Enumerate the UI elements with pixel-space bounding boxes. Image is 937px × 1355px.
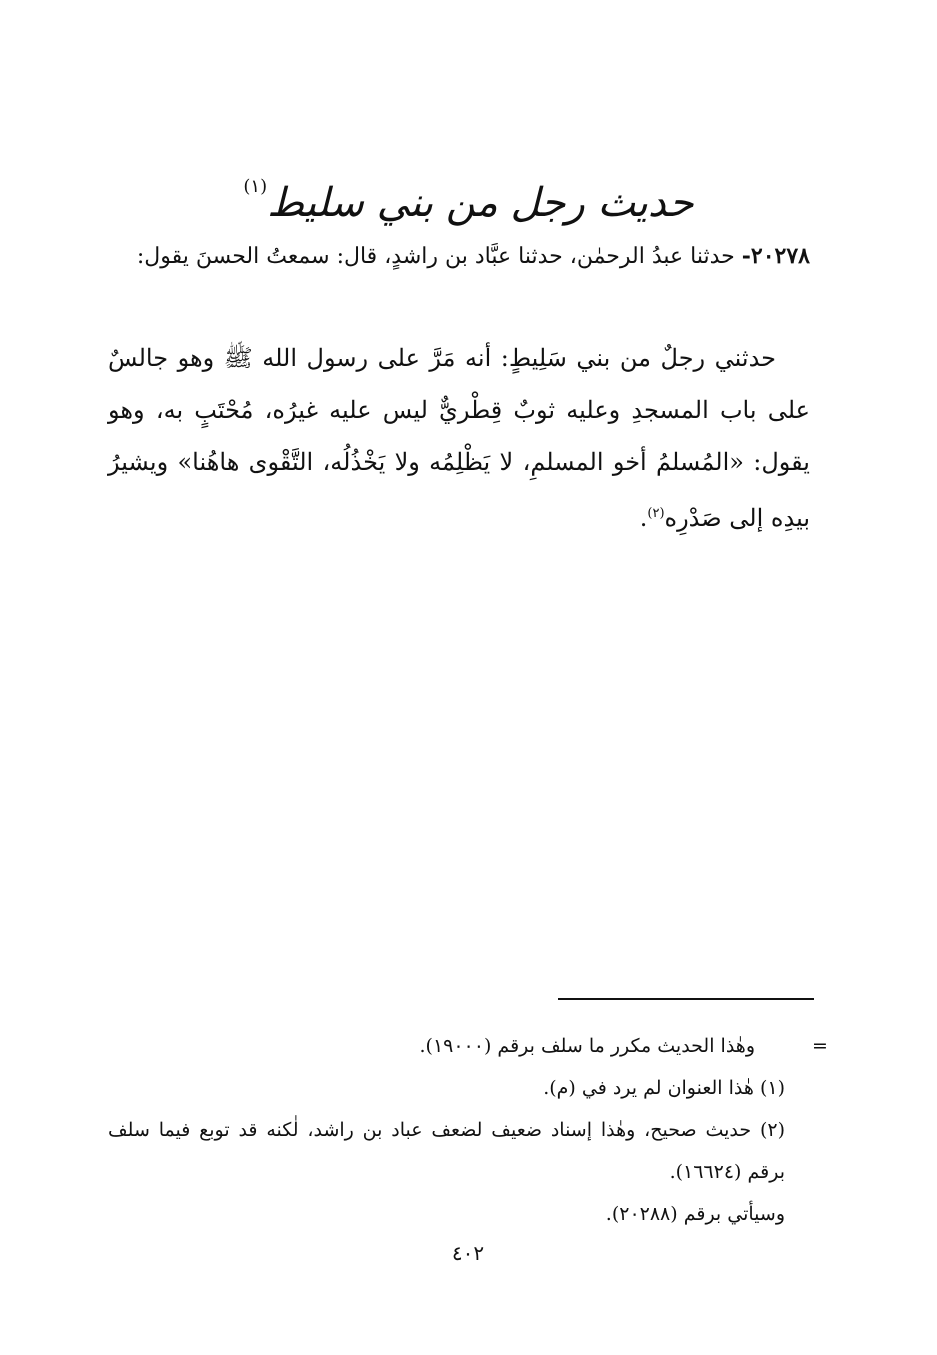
body-footnote-marker: (٢) — [647, 506, 665, 521]
body-end-mark: . — [639, 504, 648, 532]
footnote-continuation — [108, 1025, 830, 1067]
footnote-1: (١) هٰذا العنوان لم يرد في (م). — [543, 1077, 785, 1099]
hadith-title — [200, 152, 737, 238]
hadith-body — [108, 332, 810, 544]
hadith-body-text: حدثني رجلٌ من بني سَلِيطٍ: أنه مَرَّ على رسول الله ﷺ وهو جالسٌ على باب المسجدِ وعليه ثوبٌ قِطْريٌّ ليس عليه غيرُه، مُحْتَبٍ به، وهو يقول: «المُسلمُ أخو المسلمِ، لا يَظْلِمُه ولا يَخْذُلُه، التَّقْوى هاهُنا» ويشيرُ بيدِه إلى صَدْرِه — [108, 344, 810, 532]
title-text: حديث رجل من بني سليط — [267, 180, 694, 226]
page-number: ٤٠٢ — [451, 1241, 485, 1265]
footnote-separator — [558, 998, 814, 1000]
footnote-2-continued: وسيأتي برقم (٢٠٢٨٨). — [605, 1203, 785, 1225]
continuation-marker: = — [812, 1035, 828, 1057]
continuation-text: وهٰذا الحديث مكرر ما سلف برقم (١٩٠٠٠). — [419, 1035, 755, 1057]
hadith-number: ٢٠٢٧٨- — [741, 243, 810, 269]
title-footnote-marker: (١) — [243, 176, 268, 197]
footnotes — [108, 1025, 830, 1235]
isnad-text: حدثنا عبدُ الرحمٰن، حدثنا عبَّاد بن راشدٍ، قال: سمعتُ الحسنَ يقول: — [136, 244, 735, 269]
footnote-2: (٢) حديث صحيح، وهٰذا إسناد ضعيف لضعف عباد بن راشد، لٰكنه قد توبع فيما سلف برقم (١٦٦٢٤). — [108, 1119, 785, 1183]
isnad-paragraph — [108, 236, 810, 277]
